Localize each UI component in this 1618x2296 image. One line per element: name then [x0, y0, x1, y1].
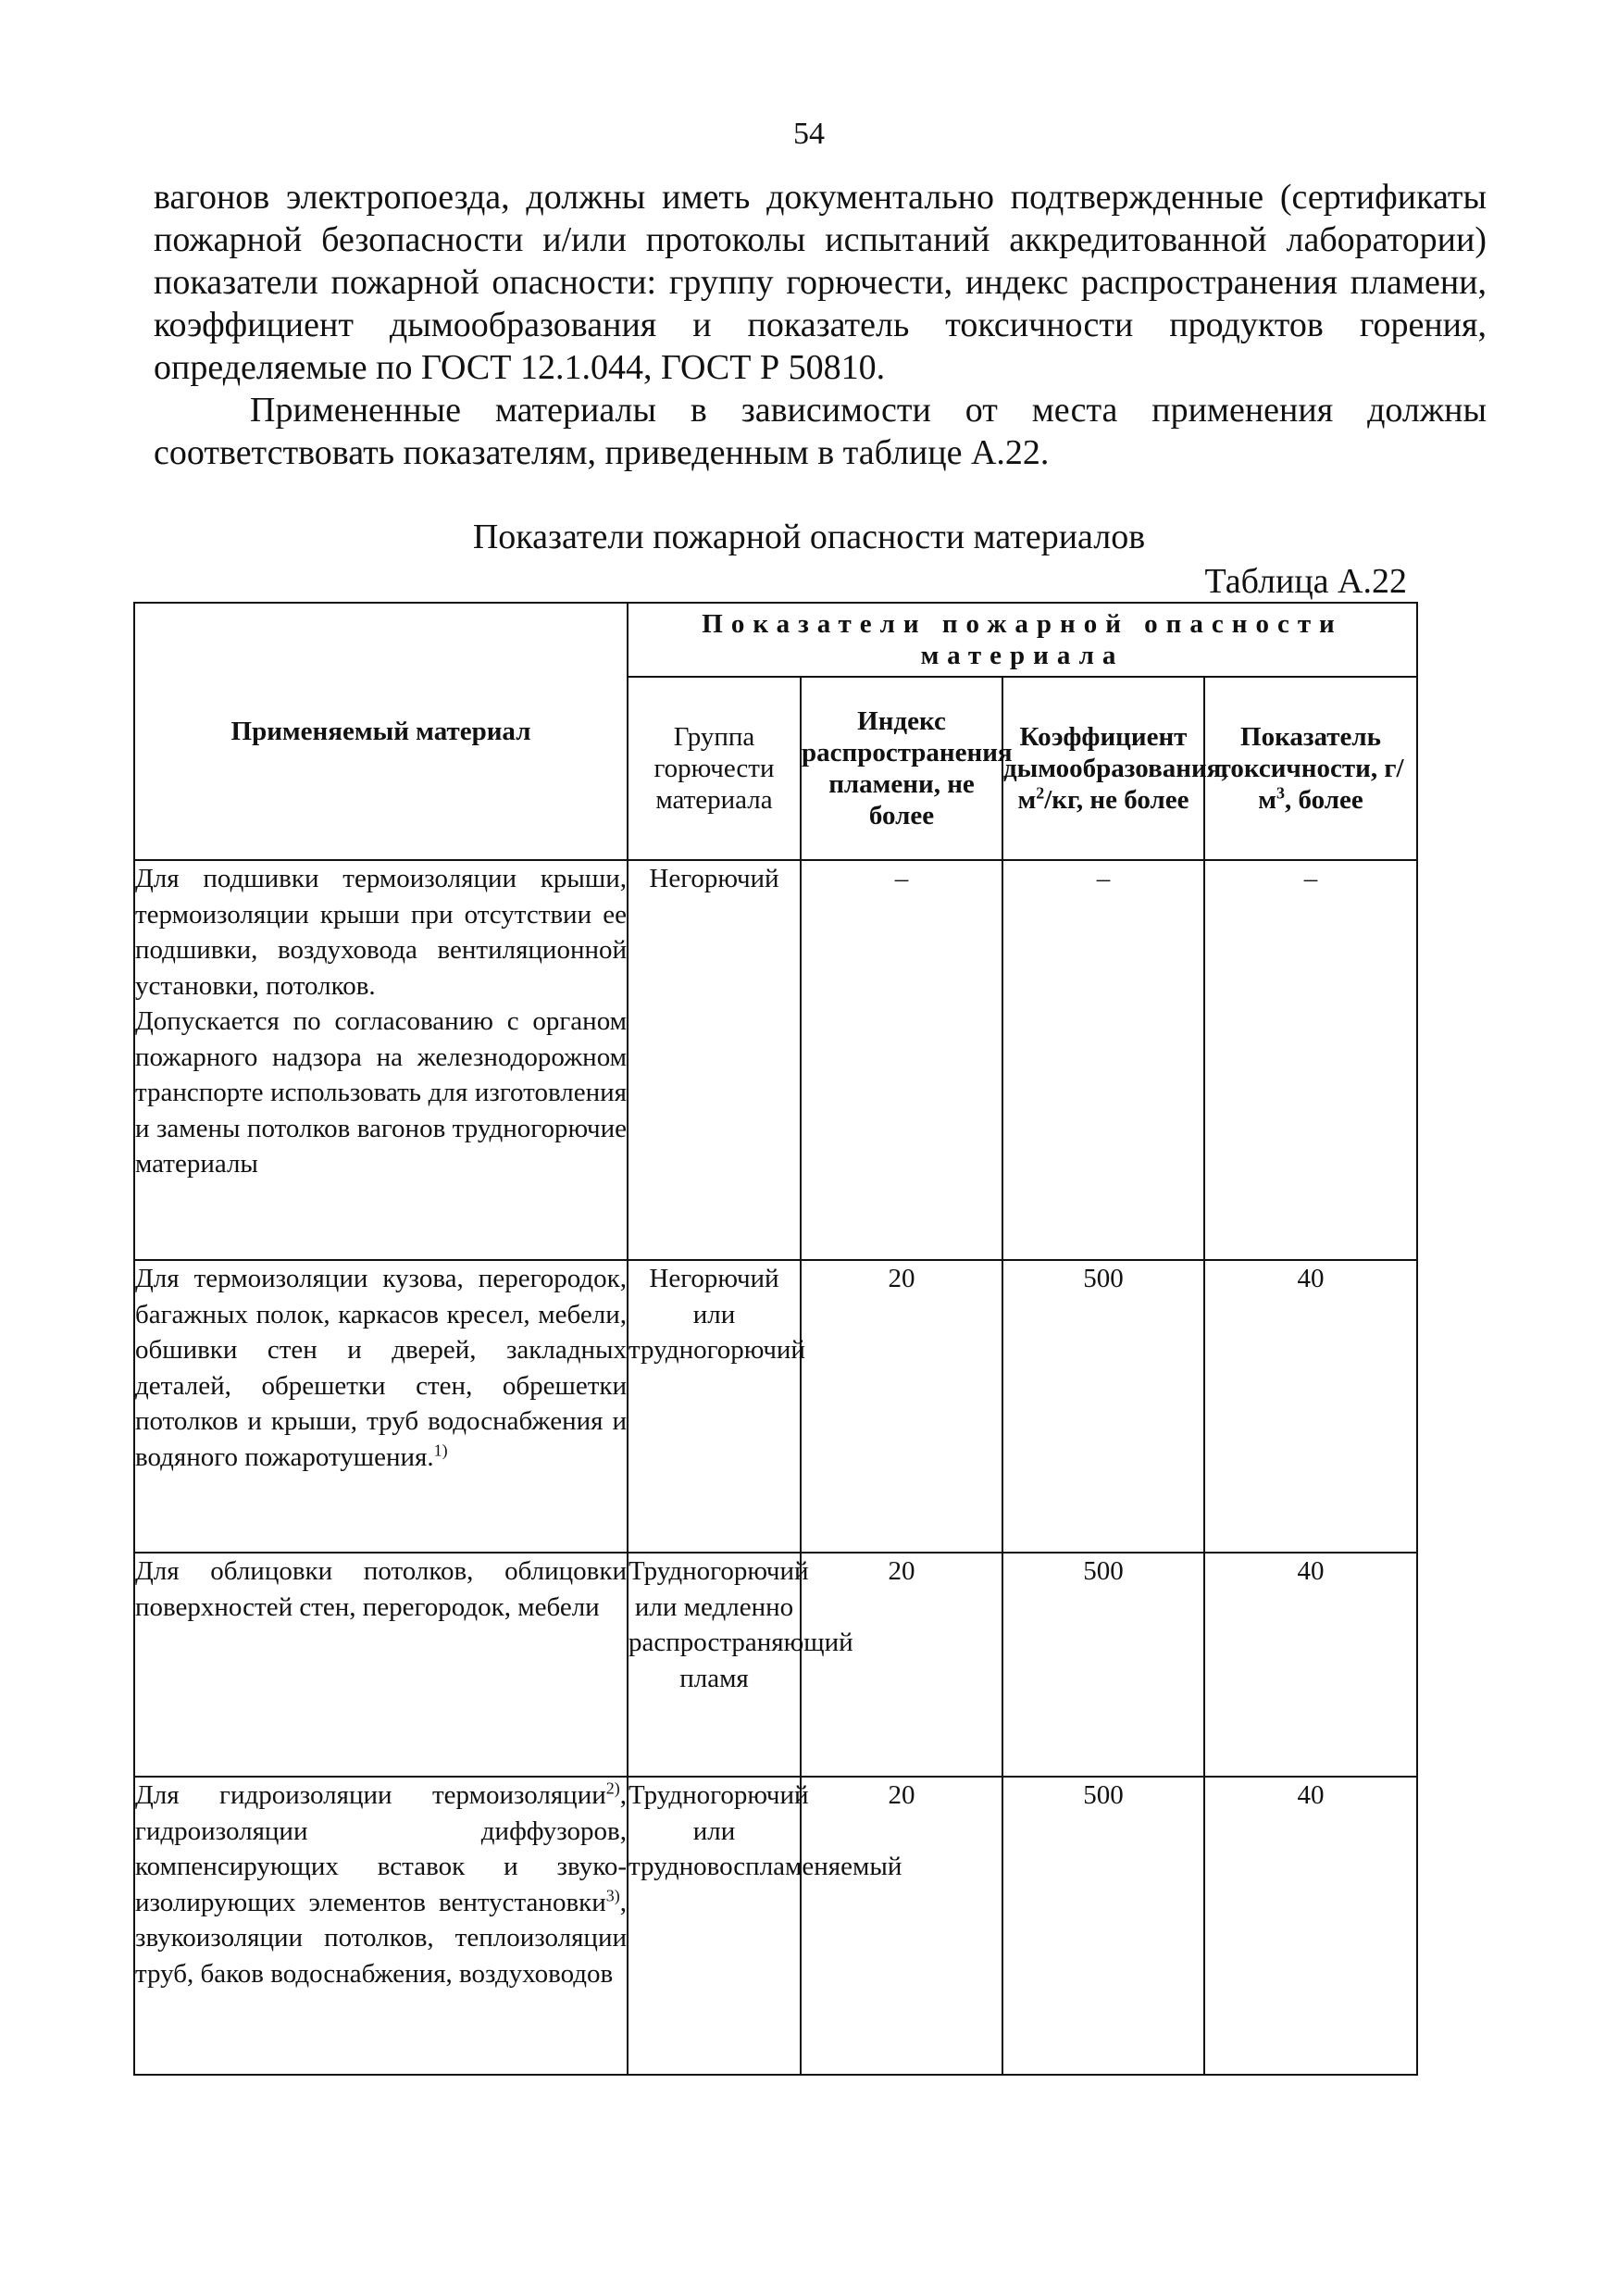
table-row	[134, 1260, 1417, 1553]
toxicity-header-text-end: , более	[1285, 785, 1363, 815]
material-text: Для гидроизоляции термоизоляции	[135, 1780, 606, 1810]
material-text-cont: , гидроизоляции диффузоров, компенсирующих вставок и звуко-изолирующих элементов вентустановки	[135, 1780, 627, 1917]
material-cell: Для облицовки потолков, облицовки поверхностей стен, перегородок, мебели	[134, 1553, 628, 1777]
smoke-header-text: Коэффициент дымообразования, м	[1003, 722, 1228, 815]
material-cell	[134, 1777, 628, 2075]
toxicity-header-superscript: 3	[1276, 783, 1286, 803]
flammability-group-cell: Негорючий	[628, 860, 801, 1260]
footnote-mark: 3)	[605, 1885, 620, 1904]
material-cell	[134, 860, 628, 1260]
smoke-coefficient-cell: 500	[1002, 1260, 1204, 1553]
toxicity-header-text: Показатель токсичности, г/м	[1217, 722, 1404, 815]
flame-spread-index-cell: 20	[801, 1777, 1002, 2075]
table-row	[134, 860, 1417, 1260]
column-header-material: Применяемый материал	[134, 603, 628, 860]
material-text-end: , звукоизоляции потолков, теплоизоляции труб, баков водоснабжения, воздуховодов	[135, 1887, 627, 1989]
material-text: Для подшивки термоизоляции крыши, термоизоляции крыши при отсутствии ее подшивки, воздуховода вентиляционной установки, потолков.	[135, 864, 627, 1001]
column-header-flame-spread-index: Индекс распространения пламени, не более	[801, 677, 1002, 860]
material-cell	[134, 1260, 628, 1553]
column-header-toxicity	[1204, 677, 1417, 860]
column-group-header: Показатели пожарной опасности материала	[628, 603, 1417, 677]
smoke-header-text-end: /кг, не более	[1044, 785, 1189, 815]
flammability-group-cell: Трудногорючий или трудновоспламеняемый	[628, 1777, 801, 2075]
column-header-flammability-group: Группа горючести материала	[628, 677, 801, 860]
flammability-group-cell: Негорючий или трудногорючий	[628, 1260, 801, 1553]
table-row	[134, 1777, 1417, 2075]
smoke-coefficient-cell: –	[1002, 860, 1204, 1260]
flammability-group-cell: Трудногорючий или медленно распространяющий пламя	[628, 1553, 801, 1777]
flame-spread-index-cell: –	[801, 860, 1002, 1260]
fire-hazard-table	[133, 602, 1418, 2076]
column-header-smoke-coefficient	[1002, 677, 1228, 860]
footnote-mark: 2)	[605, 1778, 620, 1798]
toxicity-cell: 40	[1204, 1777, 1417, 2075]
table-row	[134, 1553, 1417, 1777]
intro-paragraph: вагонов электропоезда, должны иметь документально подтвержденные (сертификаты пожарной безопасности и/или протоколы испытаний аккредитованной лаборатории) показатели пожарной опасности: группу горючести, индекс распространения пламени, коэффициент дымообразования и показатель токсичности продуктов горения, определяемые по ГОСТ 12.1.044, ГОСТ Р 50810.	[154, 178, 1487, 387]
toxicity-cell: 40	[1204, 1260, 1417, 1553]
flame-spread-index-cell: 20	[801, 1260, 1002, 1553]
material-note: Допускается по согласованию с органом пожарного надзора на железнодорожном транспорте использовать для изготовления и замены потолков вагонов трудногорючие материалы	[135, 1006, 627, 1179]
page-number: 54	[793, 117, 825, 151]
flame-spread-index-cell: 20	[801, 1553, 1002, 1777]
table-header-row	[134, 603, 1417, 677]
smoke-coefficient-cell: 500	[1002, 1777, 1204, 2075]
toxicity-cell: 40	[1204, 1553, 1417, 1777]
smoke-header-superscript: 2	[1036, 783, 1045, 803]
table-number-label: Таблица А.22	[1204, 562, 1407, 601]
table-title: Показатели пожарной опасности материалов	[472, 518, 1146, 556]
smoke-coefficient-cell: 500	[1002, 1553, 1204, 1777]
material-text: Для термоизоляции кузова, перегородок, багажных полок, каркасов кресел, мебели, обшивки стен и дверей, закладных деталей, обрешетки стен, обрешетки потолков и крыши, труб водоснабжения и водяного пожаротушения.	[135, 1264, 627, 1472]
footnote-mark: 1)	[433, 1440, 448, 1459]
requirements-paragraph: Примененные материалы в зависимости от места применения должны соответствовать показателям, приведенным в таблице А.22.	[154, 391, 1487, 472]
toxicity-cell: –	[1204, 860, 1417, 1260]
